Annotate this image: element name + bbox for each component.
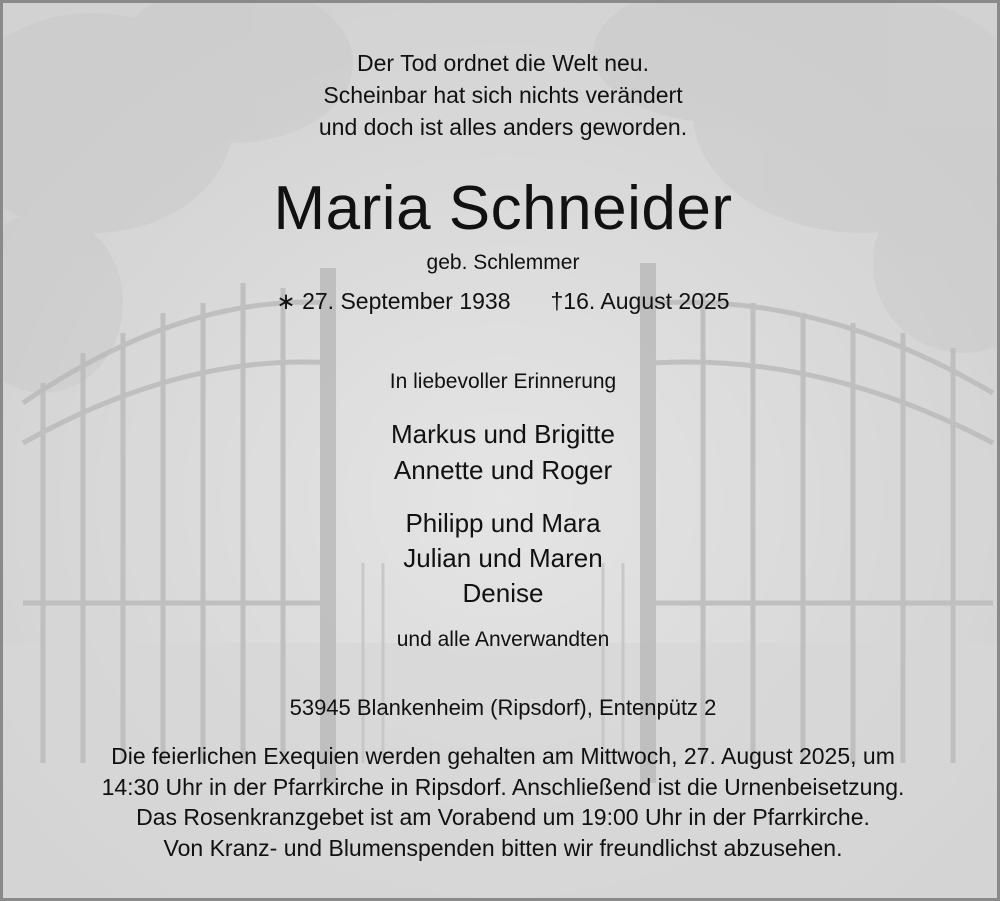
motto-line-1: Der Tod ordnet die Welt neu. [357, 50, 649, 76]
mourner-name: Denise [462, 578, 544, 608]
service-line-2: 14:30 Uhr in der Pfarrkirche in Ripsdorf. Anschließend ist die Urnenbeisetzung. [101, 773, 905, 800]
service-line-4: Von Kranz- und Blumenspenden bitten wir freundlichst abzusehen. [163, 834, 843, 861]
death-date: †16. August 2025 [550, 288, 730, 314]
mourner-name: Markus und Brigitte [391, 419, 615, 449]
family-address: 53945 Blankenheim (Ripsdorf), Entenpütz 2 [289, 695, 717, 720]
mourner-name: Philipp und Mara [405, 508, 601, 538]
birth-name: geb. Schlemmer [426, 251, 580, 274]
life-dates [3, 285, 1000, 317]
deceased-name: Maria Schneider [273, 174, 733, 243]
birth-date: ∗ 27. September 1938 [276, 288, 511, 314]
mourner-name: Julian und Maren [403, 543, 603, 573]
service-information [3, 741, 1000, 863]
memory-intro: In liebevoller Erinnerung [389, 370, 617, 393]
motto-line-2: Scheinbar hat sich nichts verändert [323, 82, 683, 108]
mourners-group-1 [3, 416, 1000, 488]
mourner-name: Annette und Roger [393, 455, 613, 485]
motto-verse [3, 47, 1000, 143]
mourners-group-2 [3, 506, 1000, 611]
service-line-3: Das Rosenkranzgebet ist am Vorabend um 19:00 Uhr in der Pfarrkirche. [136, 804, 870, 830]
service-line-1: Die feierlichen Exequien werden gehalten am Mittwoch, 27. August 2025, um [111, 743, 895, 769]
motto-line-3: und doch ist alles anders geworden. [318, 114, 688, 140]
relatives-line: und alle Anverwandten [396, 628, 610, 651]
